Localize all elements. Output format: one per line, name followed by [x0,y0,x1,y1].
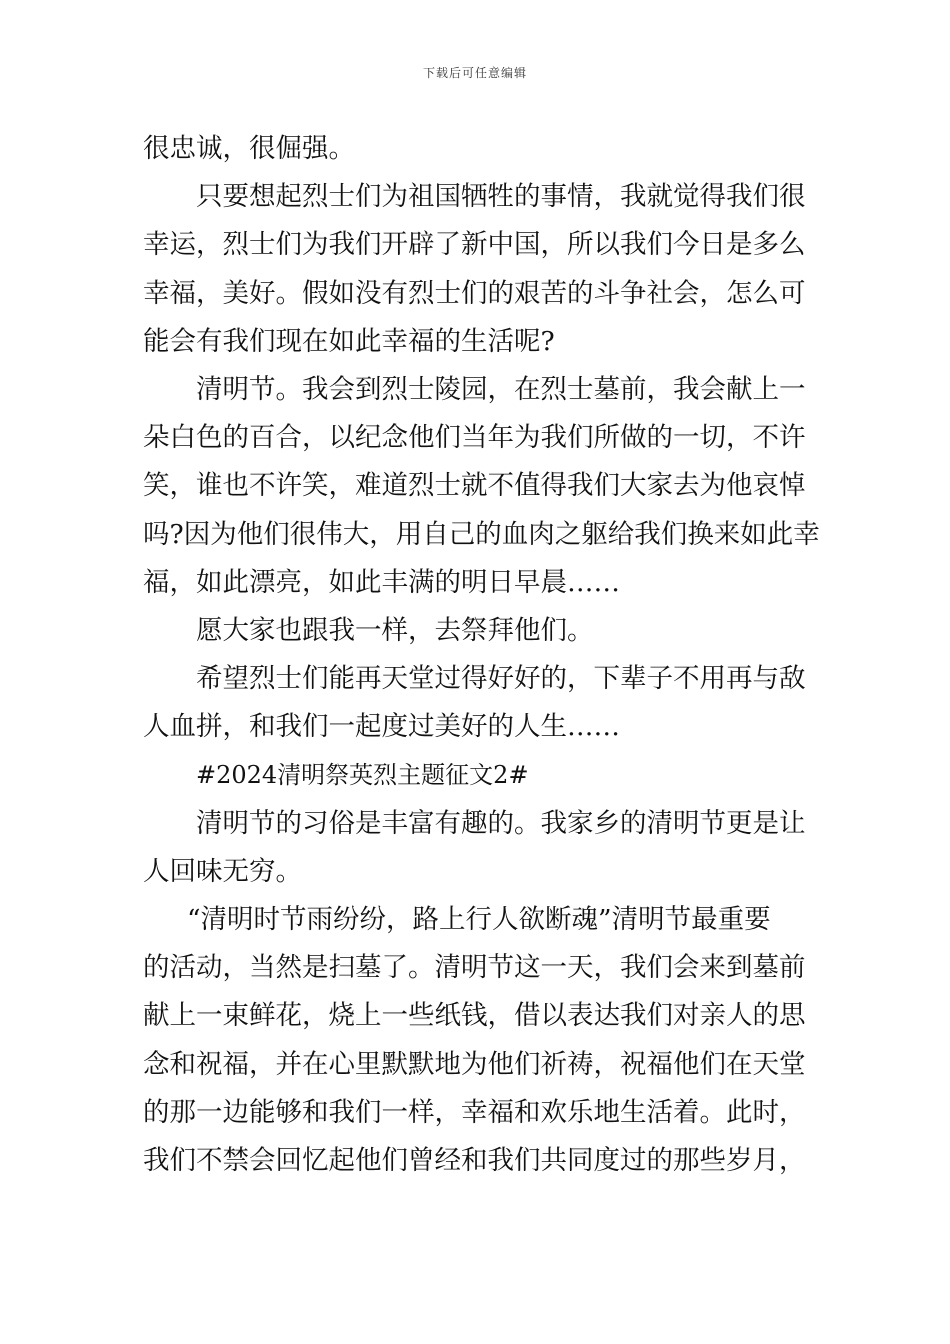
paragraph-first-line: 只要想起烈士们为祖国牺牲的事情，我就觉得我们很 [196,181,806,213]
document-body [143,125,820,1185]
text-line: 的活动，当然是扫墓了。清明节这一天，我们会来到墓前 [143,952,806,984]
text-line: 朵白色的百合，以纪念他们当年为我们所做的一切，不许 [143,422,806,454]
paragraph-first-line: 愿大家也跟我一样，去祭拜他们。 [196,614,594,646]
page-header: 下载后可任意编辑 [422,66,527,80]
text-line: 吗?因为他们很伟大，用自己的血肉之躯给我们换来如此幸 [143,518,820,550]
paragraph-first-line: 清明节。我会到烈士陵园，在烈士墓前，我会献上一 [196,373,806,405]
text-line: 福，如此漂亮，如此丰满的明日早晨…… [143,566,620,598]
text-line: 很忠诚，很倔强。 [143,133,355,164]
text-line: 人血拼，和我们一起度过美好的人生…… [143,711,620,743]
text-line: 能会有我们现在如此幸福的生活呢? [143,325,555,357]
text-line: 幸福，美好。假如没有烈士们的艰苦的斗争社会，怎么可 [143,277,806,309]
paragraph-first-line: “清明时节雨纷纷，路上行人欲断魂”清明节最重要 [187,904,771,935]
text-line: 我们不禁会回忆起他们曾经和我们共同度过的那些岁月， [143,1144,806,1176]
section-heading: #2024清明祭英烈主题征文2# [196,761,529,790]
text-line: 念和祝福，并在心里默默地为他们祈祷，祝福他们在天堂 [143,1048,806,1080]
text-line: 的那一边能够和我们一样，幸福和欢乐地生活着。此时， [143,1096,806,1128]
text-line: 人回味无穷。 [143,855,302,887]
paragraph-first-line: 希望烈士们能再天堂过得好好的，下辈子不用再与敌 [196,663,806,695]
paragraph-first-line: 清明节的习俗是丰富有趣的。我家乡的清明节更是让 [196,807,806,839]
text-line: 幸运，烈士们为我们开辟了新中国，所以我们今日是多么 [143,229,806,261]
text-line: 笑，谁也不许笑，难道烈士就不值得我们大家去为他哀悼 [143,470,806,502]
text-line: 献上一束鲜花，烧上一些纸钱，借以表达我们对亲人的思 [143,1000,806,1032]
